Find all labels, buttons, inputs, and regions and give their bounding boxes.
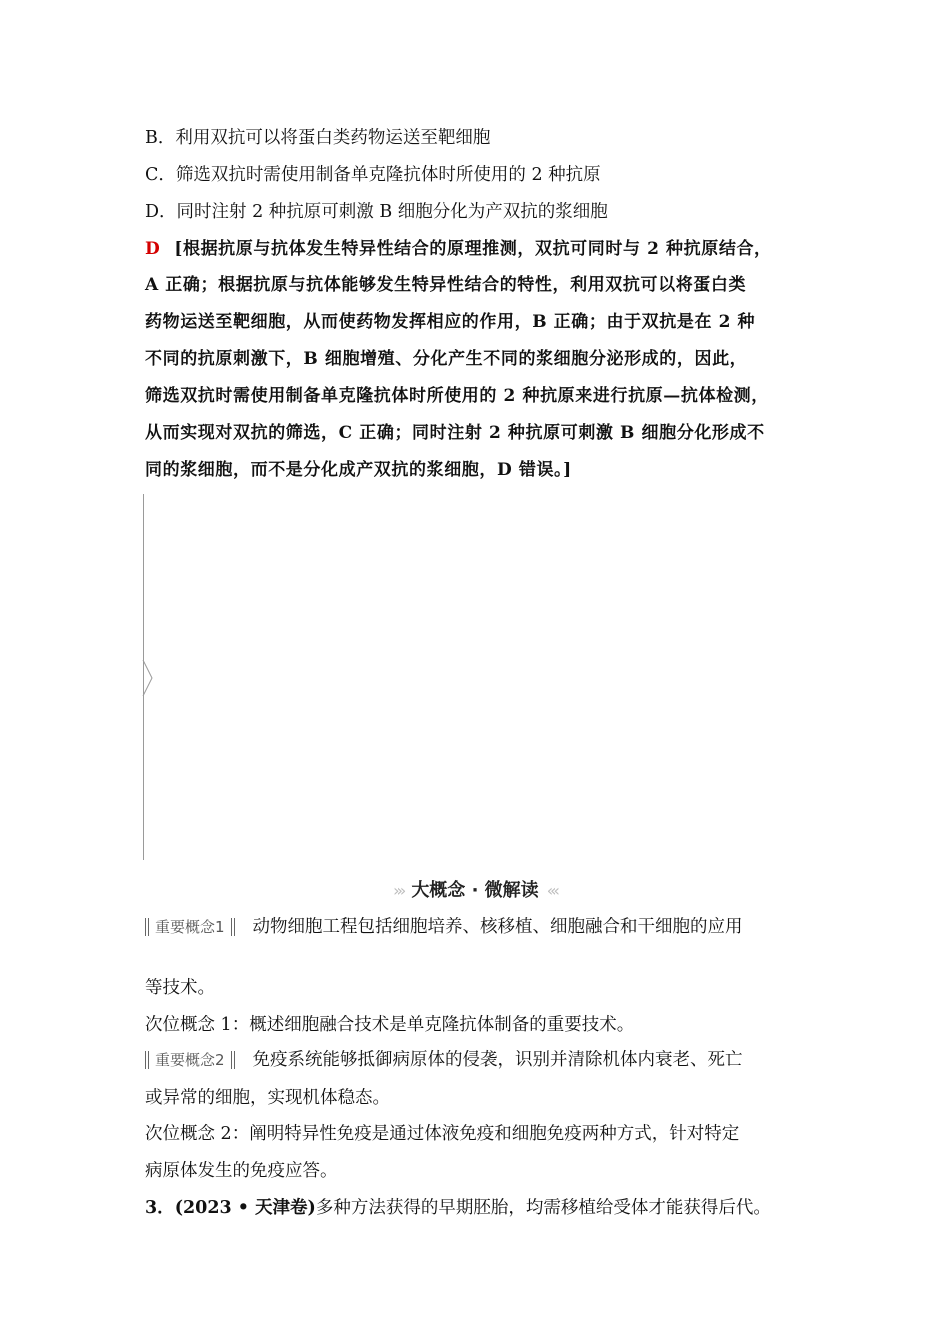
answer-line-6: 从而实现对双抗的筛选，C 正确；同时注射 2 种抗原可刺激 B 细胞分化形成不: [145, 423, 765, 443]
concept2-sub-2: 病原体发生的免疫应答。: [145, 1161, 338, 1181]
option-b: B．利用双抗可以将蛋白类药物运送至靶细胞: [145, 128, 491, 148]
question-text: 多种方法获得的早期胚胎，均需移植给受体才能获得后代。: [315, 1198, 771, 1218]
option-c: C．筛选双抗时需使用制备单克隆抗体时所使用的 2 种抗原: [145, 165, 601, 185]
concept1-line-1: [145, 915, 743, 939]
question-source: (2023 • 天津卷): [174, 1198, 316, 1218]
divider-notch: [140, 660, 156, 696]
question-3: [145, 1196, 771, 1220]
section-title-text: 大概念 · 微解读: [411, 880, 539, 901]
concept1-badge: 重要概念1: [145, 918, 235, 936]
answer-line-2: A 正确；根据抗原与抗体能够发生特异性结合的特性，利用双抗可以将蛋白类: [145, 275, 747, 295]
answer-line-4: 不同的抗原刺激下，B 细胞增殖、分化产生不同的浆细胞分泌形成的，因此，: [145, 349, 748, 369]
concept2-line-2: 或异常的细胞，实现机体稳态。: [145, 1088, 390, 1108]
concept2-badge: 重要概念2: [145, 1051, 235, 1069]
left-chevrons: ›››: [393, 881, 404, 900]
question-number: 3．: [145, 1198, 175, 1218]
answer-line-7: 同的浆细胞，而不是分化成产双抗的浆细胞，D 错误。]: [145, 460, 572, 480]
answer-line-1: [145, 237, 772, 261]
concept1-text: 动物细胞工程包括细胞培养、核移植、细胞融合和干细胞的应用: [252, 917, 743, 937]
concept2-text: 免疫系统能够抵御病原体的侵袭，识别并清除机体内衰老、死亡: [252, 1050, 743, 1070]
answer-line-5: 筛选双抗时需使用制备单克隆抗体时所使用的 2 种抗原来进行抗原—抗体检测，: [145, 386, 769, 406]
answer-line-3: 药物运送至靶细胞，从而使药物发挥相应的作用，B 正确；由于双抗是在 2 种: [145, 312, 756, 332]
concept2-sub-1: 次位概念 2：阐明特异性免疫是通过体液免疫和细胞免疫两种方式，针对特定: [145, 1124, 740, 1144]
option-d: D．同时注射 2 种抗原可刺激 B 细胞分化为产双抗的浆细胞: [145, 202, 608, 222]
section-title: [0, 876, 950, 902]
answer-text: [根据抗原与抗体发生特异性结合的原理推测，双抗可同时与 2 种抗原结合，: [174, 239, 772, 259]
concept1-line-2: 等技术。: [145, 978, 215, 998]
right-chevrons: ‹‹‹: [546, 881, 557, 900]
answer-letter: D: [145, 239, 161, 259]
concept1-sub: 次位概念 1：概述细胞融合技术是单克隆抗体制备的重要技术。: [145, 1015, 635, 1035]
concept2-line-1: [145, 1048, 743, 1072]
